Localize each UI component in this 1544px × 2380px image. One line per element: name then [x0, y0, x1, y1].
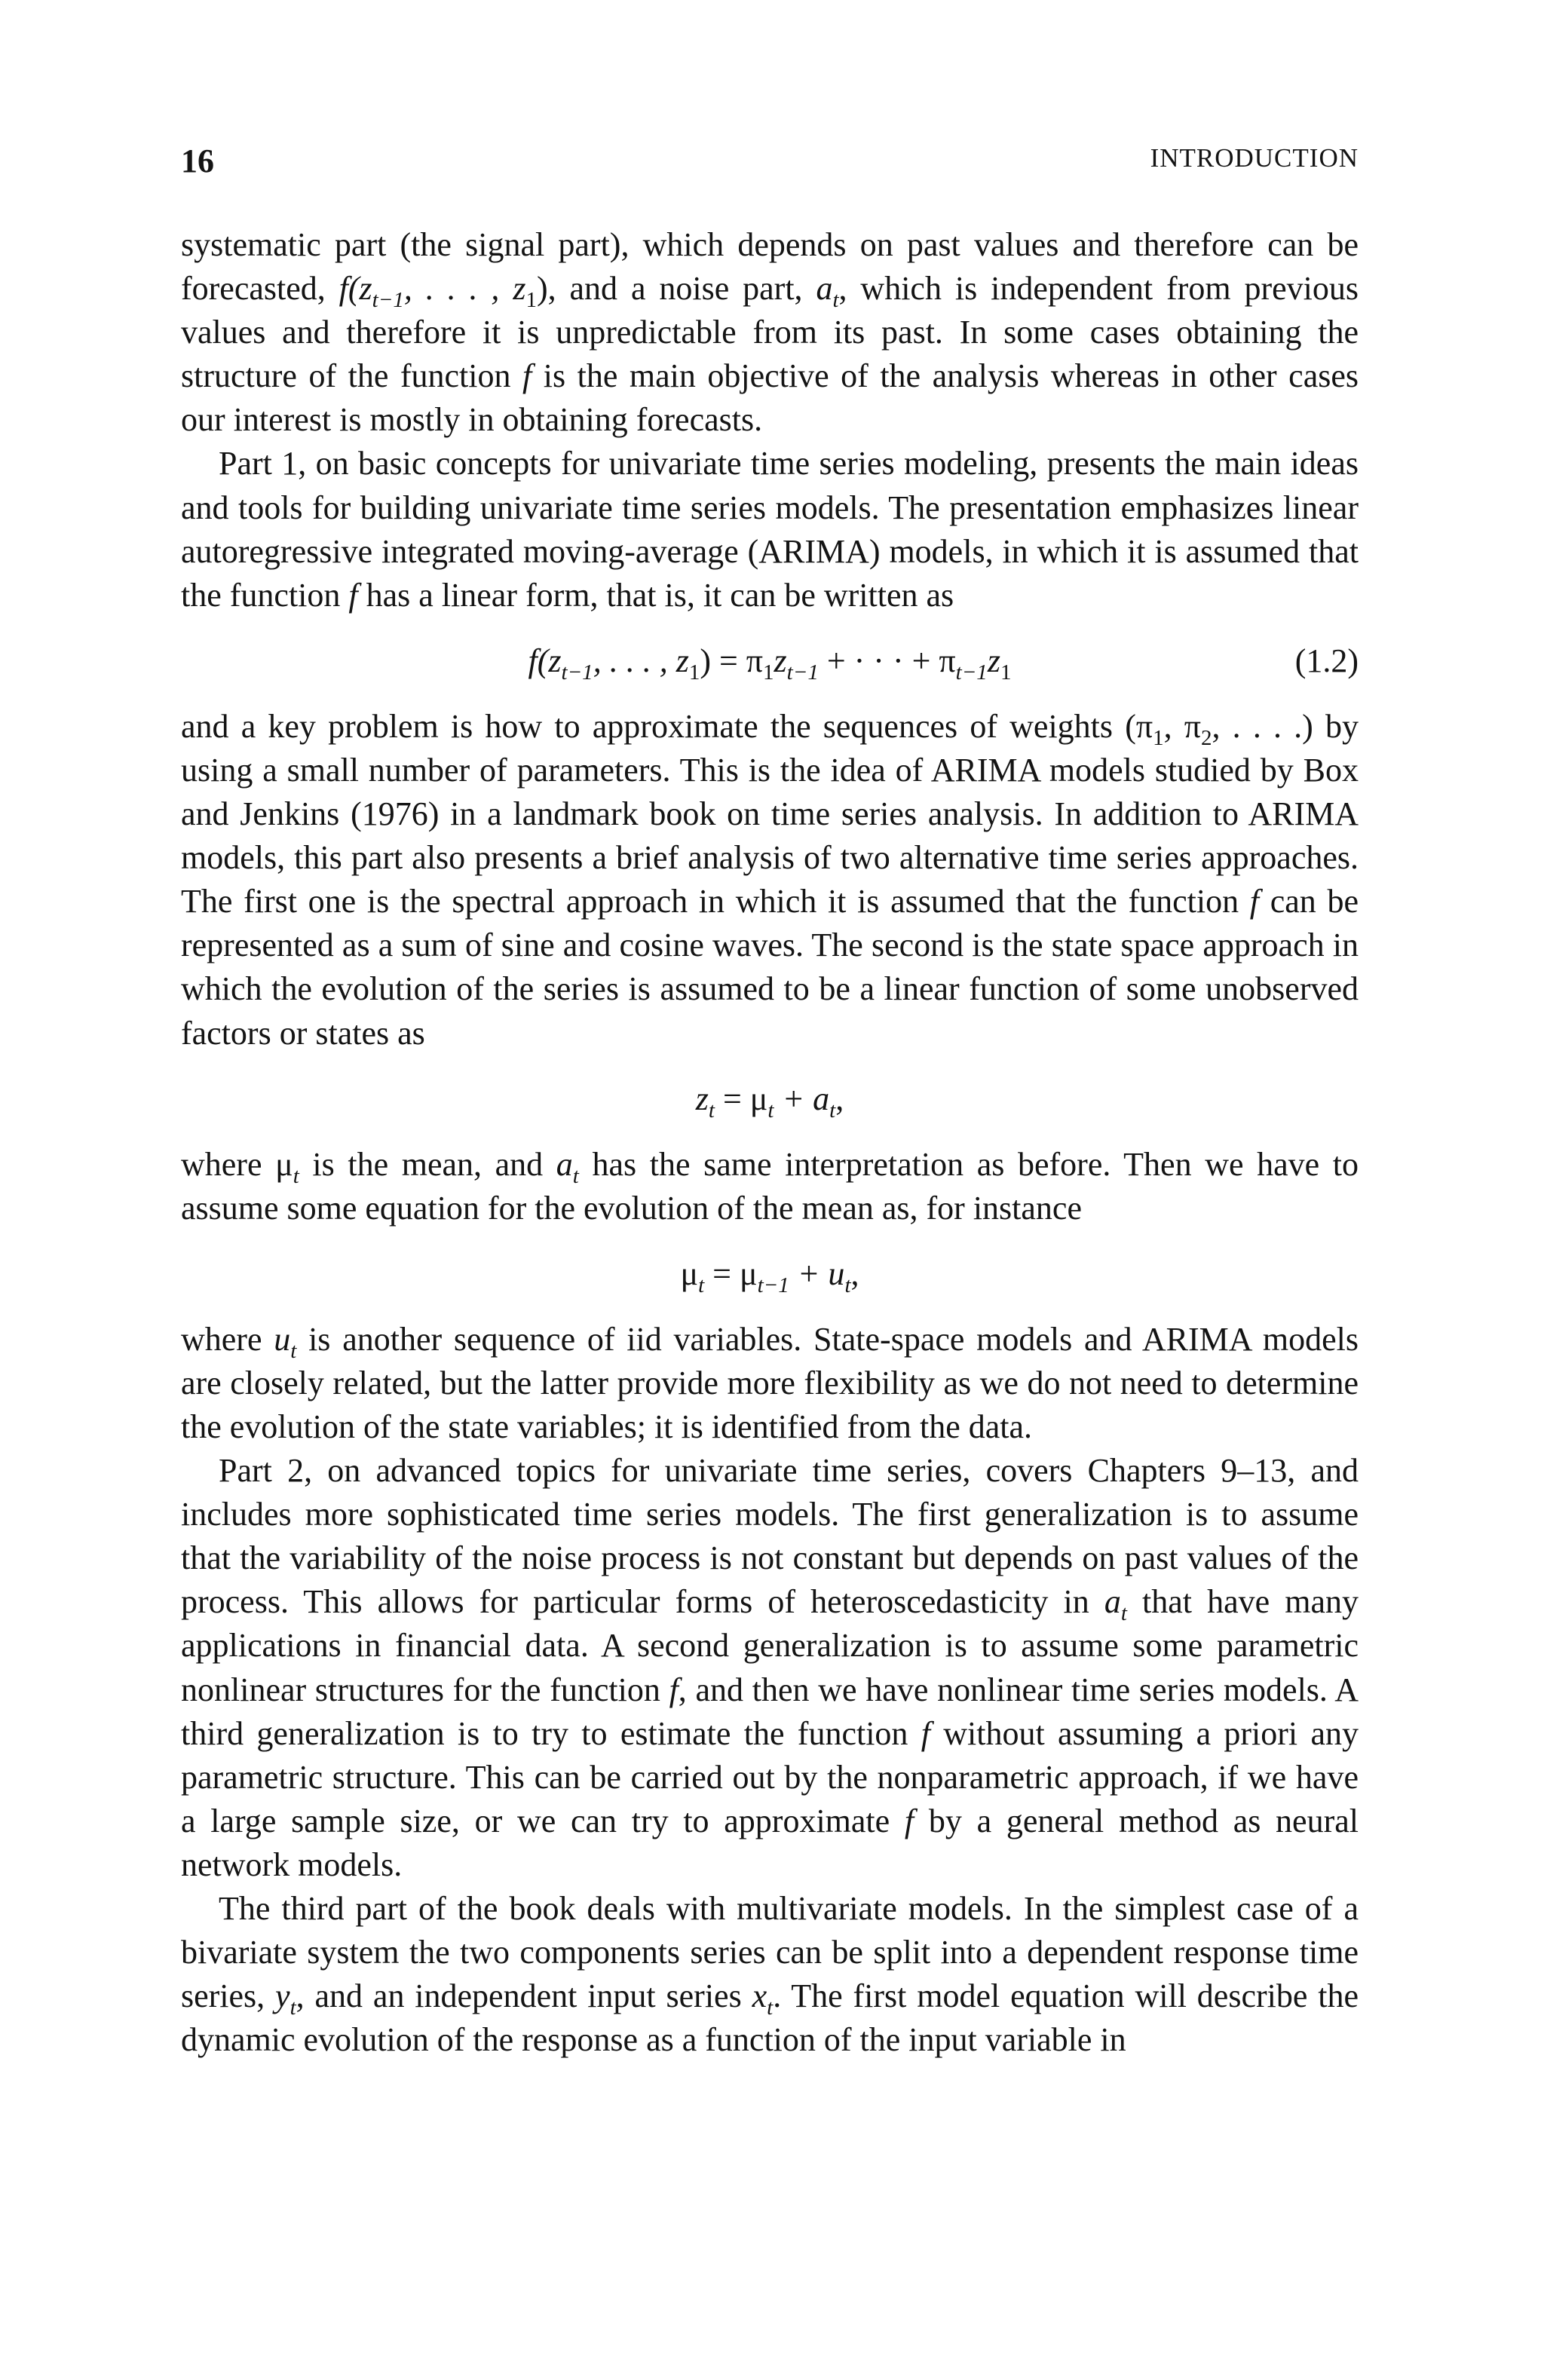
running-head: INTRODUCTION [1150, 143, 1359, 173]
page-number: 16 [181, 142, 214, 179]
paragraph-7: The third part of the book deals with multivariate models. In the simplest case of a bivariate system the two components series can be split into a dependent response time series, $y_t$, and an independent input series $x_t$. The first model equation will describe the dynamic evolution of the response as a function of the input variable in [181, 1890, 1359, 2059]
page-header [181, 142, 1359, 187]
paragraph-5: where $u_t$ is another sequence of iid variables. State-space models and ARIMA models are closely related, but the latter provide more flexibility as we do not need to determine the evolution of the state variables; it is identified from the data. [181, 1320, 1359, 1445]
paragraph-1: systematic part (the signal part), which depends on past values and therefore can be forecasted, $f(z_{t-1}$, . . . , $z_1$), and a noise part, $a_t$, which is independent from previous values and therefore it is unpredictable from its past. In some cases obtaining the structure of the function f is the main objective of the analysis whereas in other cases our interest is mostly in obtaining forecasts. [181, 226, 1359, 439]
body-text [181, 223, 1359, 2062]
equation-1-2 [181, 617, 1359, 705]
paragraph-2: Part 1, on basic concepts for univariate time series modeling, presents the main ideas and tools for building univariate time series models. The presentation emphasizes linear autoregressive integrated moving-average (ARIMA) models, in which it is assumed that the function f has a linear form, that is, it can be written as [181, 445, 1359, 614]
equation-number: (1.2) [1294, 642, 1359, 679]
equation-mean: $\mu_t = \mu_{t-1} + u_t$, [680, 1254, 859, 1297]
paragraph-4: where $\mu_t$ is the mean, and $a_t$ has the same interpretation as before. Then we have to assume some equation for the evolution of the mean as, for instance [181, 1145, 1359, 1227]
paragraph-6: Part 2, on advanced topics for univariate time series, covers Chapters 9–13, and includes more sophisticated time series models. The first generalization is to assume that the variability of the noise process is not constant but depends on past values of the process. This allows for particular forms of heteroscedasticity in $a_t$ that have many applications in financial data. A second generalization is to assume some parametric nonlinear structures for the function f, and then we have nonlinear time series models. A third generalization is to try to estimate the function f without assuming a priori any parametric structure. This can be carried out by the nonparametric approach, if we have a large sample size, or we can try to approximate f by a general method as neural network models. [181, 1452, 1359, 1883]
equation-state: $z_t = \mu_t + a_t$, [695, 1080, 844, 1123]
equation-1-2-body: $f(z_{t-1}$, . . . , $z_1) = \pi_1z_{t-1}$ + · · · + $\pi_{t-1}z_1$ [528, 642, 1012, 685]
paragraph-3: and a key problem is how to approximate the sequences of weights ($\pi_1$, $\pi_2$, . . . .) by using a small number of parameters. This is the idea of ARIMA models studied by Box and Jenkins (1976) in a landmark book on time series analysis. In addition to ARIMA models, this part also presents a brief analysis of two alternative time series approaches. The first one is the spectral approach in which it is assumed that the function f can be represented as a sum of sine and cosine waves. The second is the state space approach in which the evolution of the series is assumed to be a linear function of some unobserved factors or states as [181, 707, 1359, 1052]
